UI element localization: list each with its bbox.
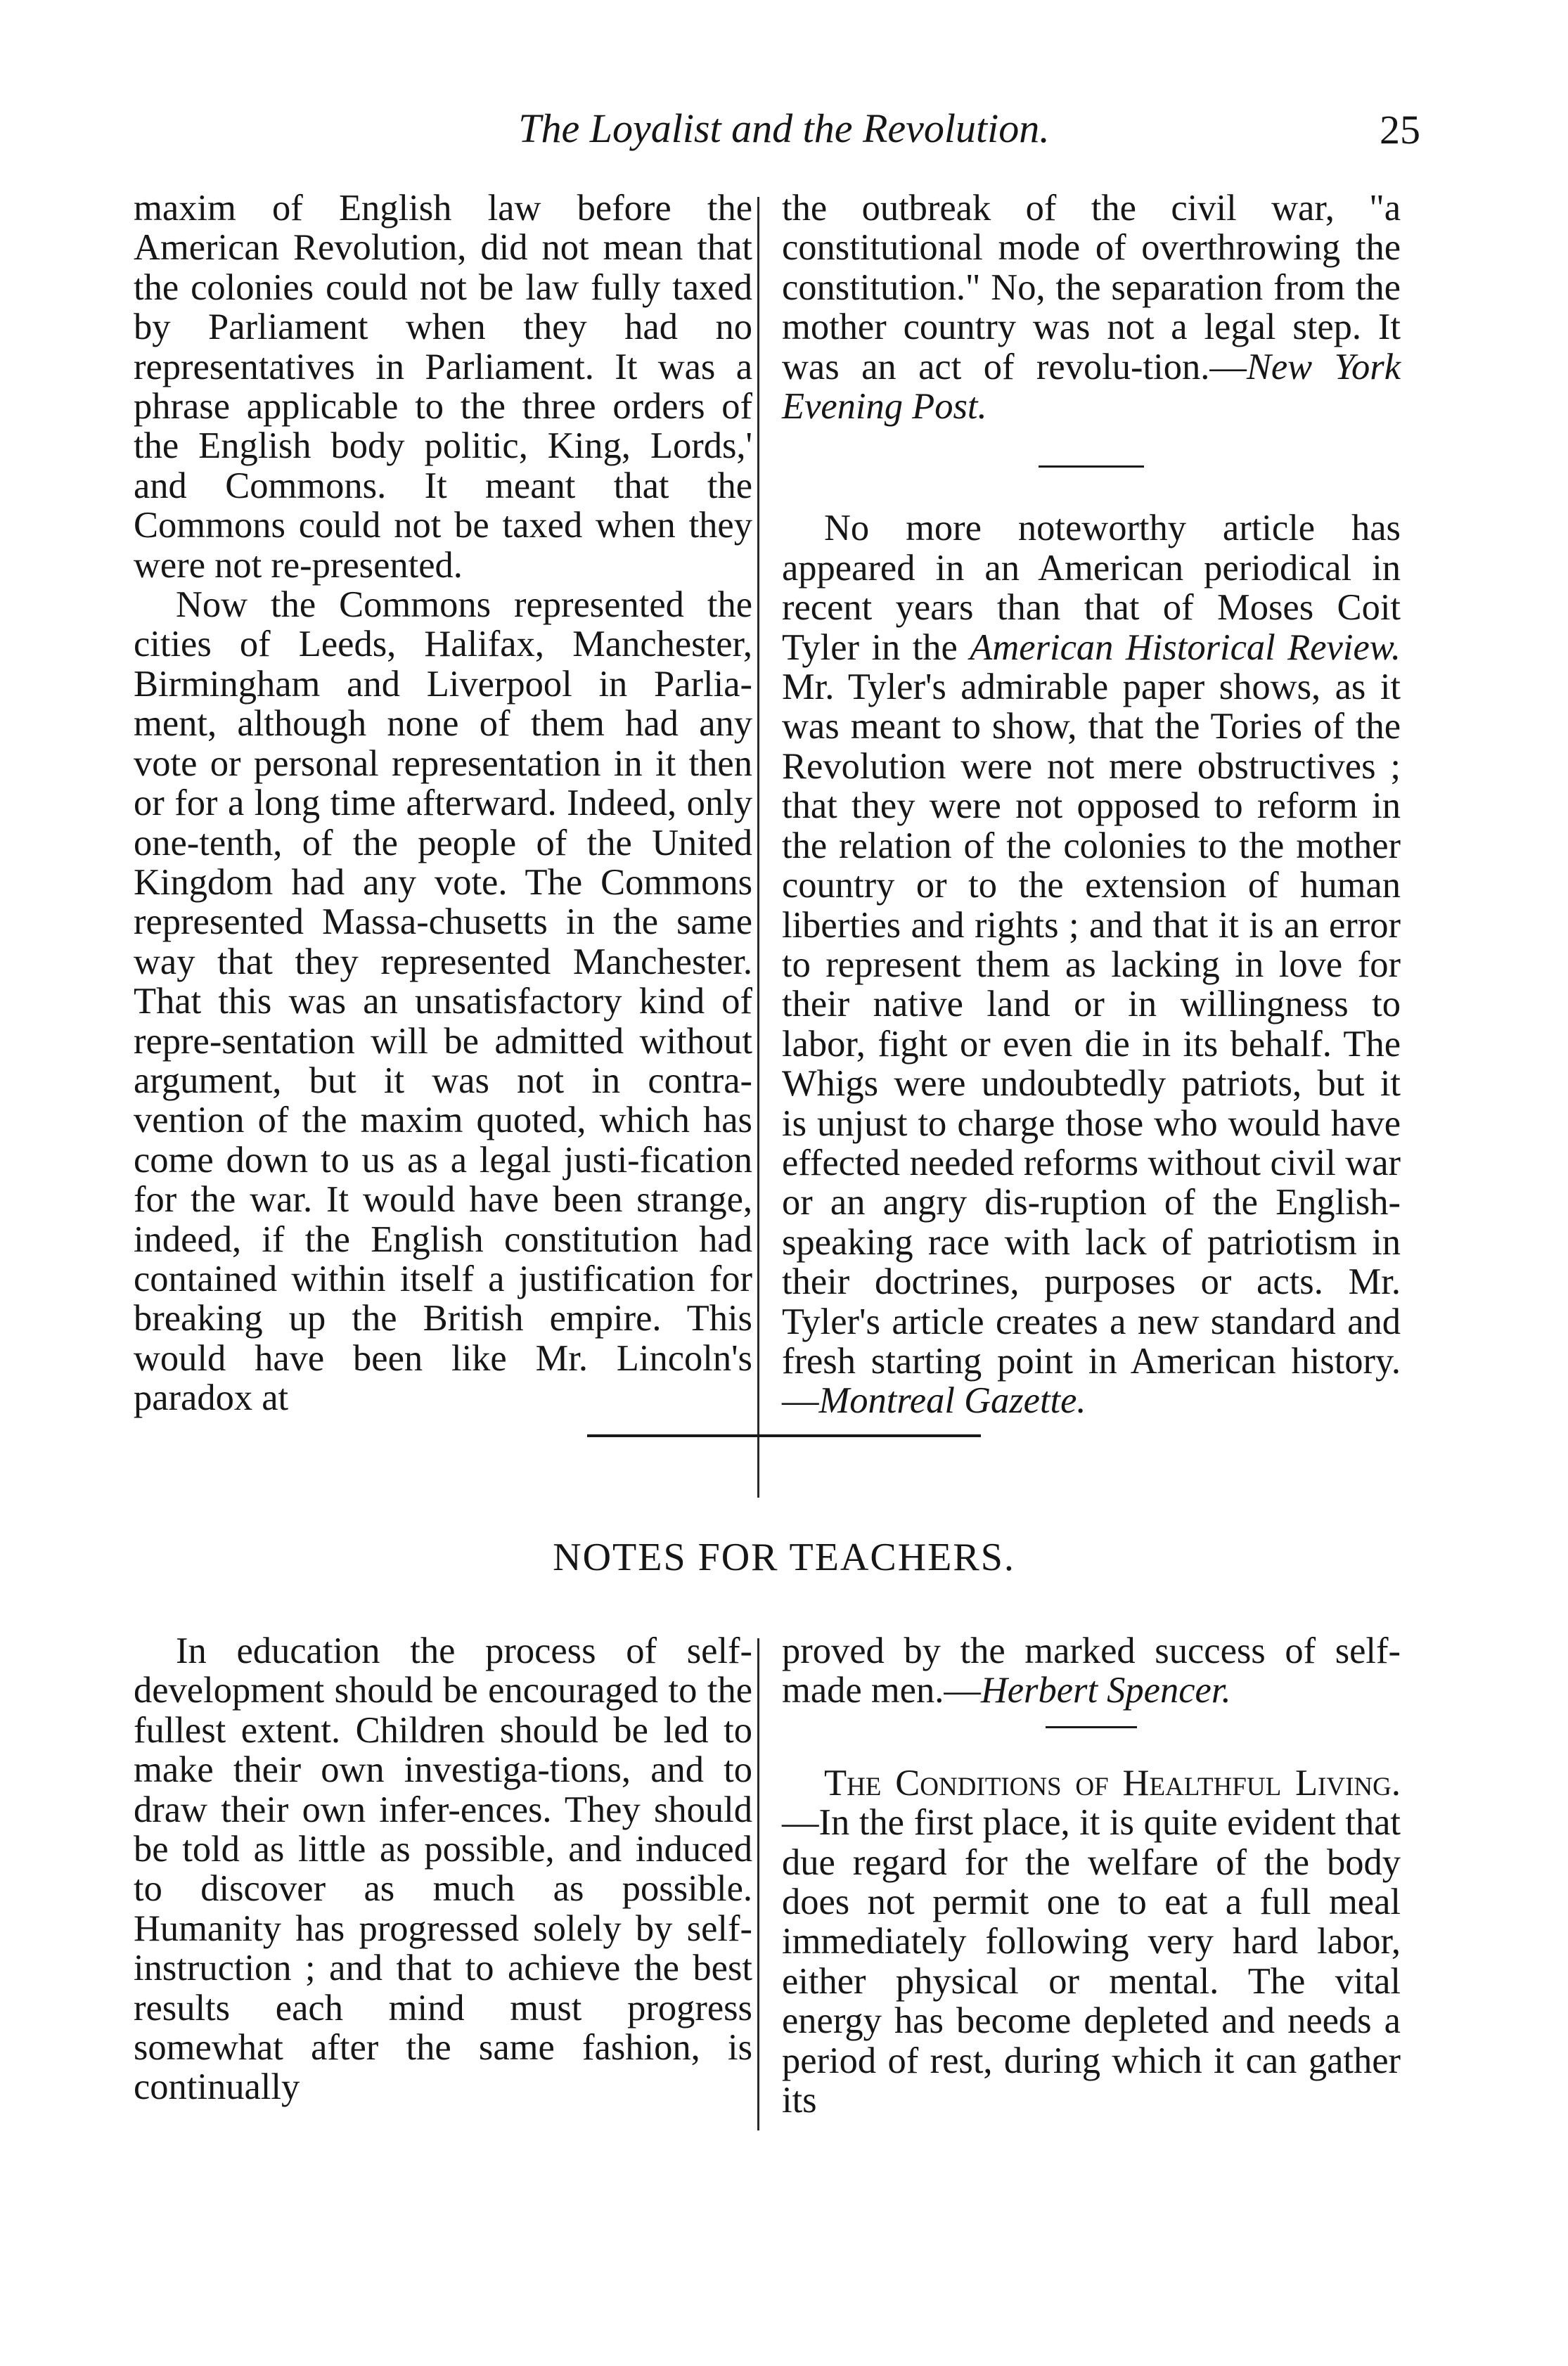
paragraph: In education the process of self-development should be encouraged to the fullest extent. Children should be led to make their own investiga-tions, and to draw their own infer-ences. They should be told as little as possible, and induced to discover as much as possible. Humanity has progressed solely by self-instruction ; and that to achieve the best results each mind must progress somewhat after the same fashion, is continually	[134, 1631, 752, 2108]
paragraph-text: No more noteworthy article has appeared in an American periodical in recent years than that of Moses Coit Tyler in the	[782, 508, 1401, 668]
source-citation: Herbert Spencer.	[980, 1670, 1231, 1711]
separator-rule	[1039, 465, 1144, 468]
section-divider-rule	[587, 1434, 981, 1437]
column-divider-top	[757, 197, 759, 1498]
paragraph	[782, 1763, 1401, 2121]
journal-title: American Historical Review.	[970, 626, 1401, 668]
top-left-column	[134, 188, 752, 1418]
paragraph	[782, 188, 1401, 426]
paragraph-text: —In the first place, it is quite evident that due regard for the welfare of the body does not permit one to eat a full meal immediately following very hard labor, either physical or mental. The vital energy has become depleted and needs a period of rest, during which it can gather its	[782, 1802, 1401, 2121]
paragraph: maxim of English law before the American Revolution, did not mean that the colonies could not be law fully taxed by Parliament when they had no representatives in Parliament. It was a phrase applicable to the three orders of the English body politic, King, Lords,' and Commons. It meant that the Commons could not be taxed when they were not re-presented.	[134, 188, 752, 586]
subheading: The Conditions of Healthful Living.	[824, 1762, 1401, 1804]
paragraph	[782, 508, 1401, 1420]
bottom-left-column	[134, 1631, 752, 2107]
column-divider-bottom	[757, 1638, 759, 2130]
paragraph	[782, 1631, 1401, 1711]
top-right-column	[782, 188, 1401, 1421]
paragraph-text: the outbreak of the civil war, "a constitutional mode of overthrowing the constitution." No, the separation from the mother country was not a legal step. It was an act of revolu-tion.—	[782, 188, 1401, 387]
section-title: NOTES FOR TEACHERS.	[553, 1536, 1015, 1579]
source-citation: New York Evening Post.	[782, 346, 1401, 427]
paragraph-text: proved by the marked success of self-made men.—	[782, 1631, 1401, 1711]
page-number: 25	[1380, 107, 1420, 153]
bottom-right-column	[782, 1631, 1401, 2120]
separator-rule	[1046, 1726, 1137, 1728]
running-header-title: The Loyalist and the Revolution.	[518, 105, 1050, 151]
source-citation: Montreal Gazette.	[818, 1380, 1086, 1422]
paragraph-text: Mr. Tyler's admirable paper shows, as it was meant to show, that the Tories of the Revolution were not mere obstructives ; that they were not opposed to reform in the relation of the colonies to the mother country or to the extension of human liberties and rights ; and that it is an error to represent them as lacking in love for their native land or in willingness to labor, fight or even die in its behalf. The Whigs were undoubtedly patriots, but it is unjust to charge those who would have effected needed reforms without civil war or an angry dis-ruption of the English-speaking race with lack of patriotism in their doctrines, purposes or acts. Mr. Tyler's article creates a new standard and fresh starting point in American history.—	[782, 667, 1401, 1422]
paragraph: Now the Commons represented the cities of Leeds, Halifax, Manchester, Birmingham and Liverpool in Parlia-ment, although none of them had any vote or personal representation in it then or for a long time afterward. Indeed, only one-tenth, of the people of the United Kingdom had any vote. The Commons represented Massa-chusetts in the same way that they represented Manchester. That this was an unsatisfactory kind of repre-sentation will be admitted without argument, but it was not in contra-vention of the maxim quoted, which has come down to us as a legal justi-fication for the war. It would have been strange, indeed, if the English constitution had contained within itself a justification for breaking up the British empire. This would have been like Mr. Lincoln's paradox at	[134, 584, 752, 1419]
